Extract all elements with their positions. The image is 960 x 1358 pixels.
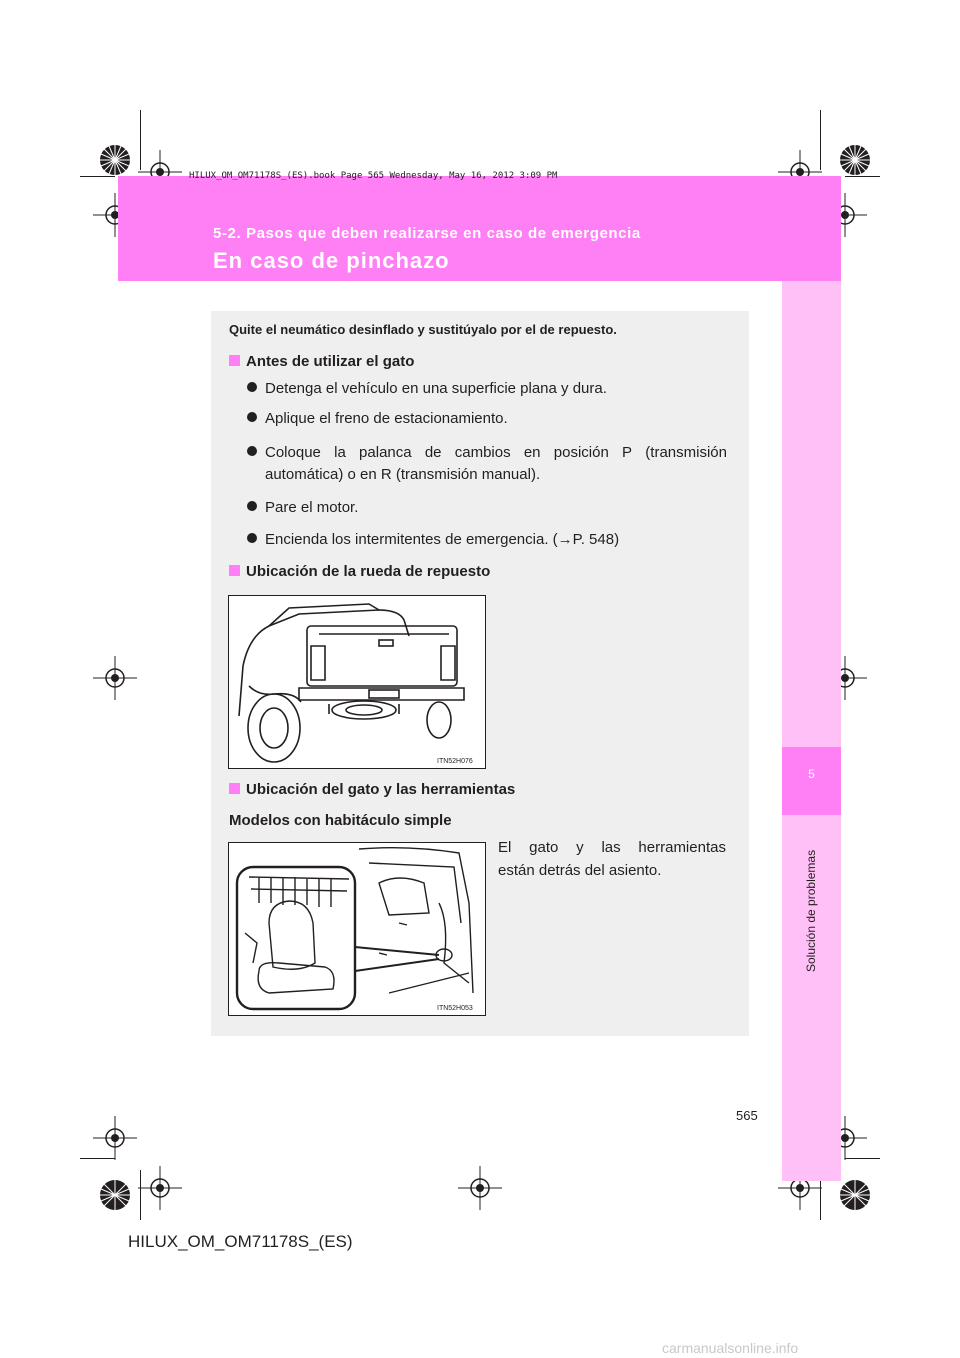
description-line1 [498, 839, 726, 856]
page-title: En caso de pinchazo [213, 248, 450, 273]
page-number: 565 [736, 1108, 758, 1123]
section-heading-text: Ubicación de la rueda de repuesto [246, 563, 491, 580]
bullet-dot-icon [247, 501, 257, 511]
word: herramientas [638, 839, 726, 856]
pickup-rear-drawing-icon [229, 596, 485, 768]
word: P [622, 444, 633, 461]
word: la [334, 444, 346, 461]
section-heading-text: Antes de utilizar el gato [246, 353, 415, 370]
crosshair-mark-icon [75, 638, 155, 718]
crop-line [140, 1170, 141, 1220]
word: gato [529, 839, 559, 856]
word: y [576, 839, 584, 856]
bullet-dot-icon [247, 533, 257, 543]
word: Coloque [265, 444, 321, 461]
bullet-dot-icon [247, 382, 257, 392]
word: (transmisión [645, 444, 727, 461]
crop-line [845, 1158, 880, 1159]
image-code: ITN52H053 [437, 1005, 473, 1012]
word: palanca [359, 444, 412, 461]
list-item [247, 380, 265, 397]
list-item [247, 531, 265, 548]
section-heading-spare-tire [229, 563, 490, 580]
intro-text: Quite el neumático desinflado y sustitúyalo por el de repuesto. [229, 322, 617, 337]
document-code: HILUX_OM_OM71178S_(ES) [128, 1232, 353, 1251]
crosshair-mark-icon [120, 1148, 200, 1228]
word: en [523, 444, 541, 461]
section-heading-text: Ubicación del gato y las herramientas [246, 781, 516, 798]
square-bullet-icon [229, 355, 240, 366]
word: posición [553, 444, 609, 461]
bullet-dot-icon [247, 412, 257, 422]
list-item-text: Pare el motor. [265, 499, 359, 516]
square-bullet-icon [229, 565, 240, 576]
list-item-text: Detenga el vehículo en una superficie plana y dura. [265, 380, 607, 397]
square-bullet-icon [229, 783, 240, 794]
spare-tire-illustration [228, 595, 486, 769]
bullet-dot-icon [247, 446, 257, 456]
section-heading-jack-tools [229, 781, 515, 798]
word: El [498, 839, 512, 856]
list-item-text-line2: automática) o en R (transmisión manual). [265, 466, 541, 483]
crop-line [80, 1158, 115, 1159]
book-info-line: HILUX_OM_OM71178S_(ES).book Page 565 Wednesday, May 16, 2012 3:09 PM [189, 171, 558, 181]
list-item-text-line1 [265, 444, 727, 461]
section-label: 5-2. Pasos que deben realizarse en caso de emergencia [213, 225, 641, 242]
chapter-number-box [782, 747, 841, 815]
list-item-text: Aplique el freno de estacionamiento. [265, 410, 508, 427]
word: de [424, 444, 442, 461]
description-line2: están detrás del asiento. [498, 862, 662, 879]
list-item [247, 499, 265, 516]
model-label: Modelos con habitáculo simple [229, 812, 452, 829]
crop-line [140, 110, 141, 170]
list-item [247, 444, 265, 461]
chapter-number: 5 [808, 767, 815, 781]
chapter-label: Solución de problemas [804, 849, 818, 972]
list-item [247, 410, 265, 427]
word: las [601, 839, 621, 856]
registration-mark-icon [75, 1155, 155, 1235]
image-code: ITN52H076 [437, 758, 473, 765]
section-heading-before-jack [229, 353, 414, 370]
cab-interior-drawing-icon [229, 843, 485, 1015]
chapter-tab-strip [782, 281, 841, 1181]
crop-line [820, 110, 821, 170]
jack-location-illustration [228, 842, 486, 1016]
chapter-label-wrapper [800, 822, 822, 982]
crop-line [845, 176, 880, 177]
crosshair-mark-icon [75, 1098, 155, 1178]
word: cambios [454, 444, 511, 461]
list-item-text: Encienda los intermitentes de emergencia. (→P. 548) [265, 531, 620, 548]
crosshair-mark-icon [440, 1148, 520, 1228]
crop-line [80, 176, 115, 177]
watermark: carmanualsonline.info [662, 1340, 799, 1356]
